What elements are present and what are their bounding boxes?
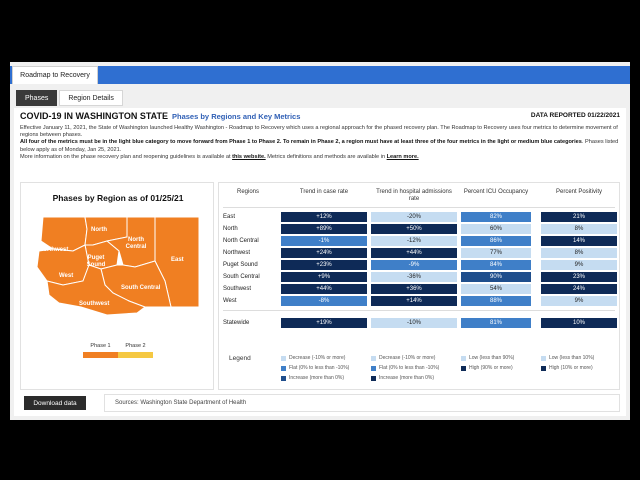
legend-positivity-high: High (10% or more)	[541, 365, 593, 371]
table-cell: -8%	[281, 296, 367, 306]
table-cell: 84%	[461, 260, 531, 270]
phase-2-swatch	[118, 352, 153, 358]
table-cell: +44%	[281, 284, 367, 294]
table-cell: 77%	[461, 248, 531, 258]
row-label: Puget Sound	[223, 261, 258, 268]
col-header-positivity: Percent Positivity	[555, 189, 603, 195]
description-line3-pre: More information on the phase recovery plan and reopening guidelines is available at	[20, 153, 233, 160]
col-header-case-rate: Trend in case rate	[299, 189, 349, 195]
legend-hosp-flat: Flat (0% to less than -10%)	[371, 365, 439, 371]
data-reported-date: DATA REPORTED 01/22/2021	[530, 112, 620, 119]
table-cell: +36%	[371, 284, 457, 294]
table-cell: 81%	[461, 318, 531, 328]
col-header-regions: Regions	[236, 189, 259, 195]
table-cell: +12%	[281, 212, 367, 222]
metrics-panel	[218, 182, 620, 390]
map-label-puget-sound: Puget Sound	[86, 255, 106, 268]
description-after-bold: . Phases listed below apply as of Monday, Jan 25, 2021.	[20, 139, 619, 153]
subtab-region-details[interactable]: Region Details	[59, 90, 123, 106]
top-tab-bar	[10, 66, 630, 84]
tab-roadmap-to-recovery[interactable]: Roadmap to Recovery	[12, 66, 98, 84]
dashboard-frame	[10, 62, 630, 420]
col-header-hospital-rate: Trend in hospital admissions rate	[376, 189, 452, 202]
page-title: COVID-19 IN WASHINGTON STATE	[20, 111, 169, 121]
map-label-north-central: North Central	[125, 237, 147, 250]
table-cell: 54%	[461, 284, 531, 294]
row-label: Southwest	[223, 285, 252, 292]
table-cell: -20%	[371, 212, 457, 222]
row-label: North	[223, 225, 238, 232]
download-data-button[interactable]: Download data	[24, 396, 86, 410]
washington-region-map[interactable]	[33, 211, 203, 321]
table-cell: 60%	[461, 224, 531, 234]
header-divider	[223, 207, 615, 208]
col-header-icu: Percent ICU Occupancy	[463, 189, 529, 195]
legend-case-increase: Increase (more than 0%)	[281, 375, 344, 381]
table-cell: 14%	[541, 236, 617, 246]
map-region-northwest	[41, 217, 87, 251]
map-label-northwest: Northwest	[39, 247, 69, 253]
description-bold: All four of the metrics must be in the light blue category to move forward from Phase 1 to Phase 2. To remain in Phase 2, a region must have at least three of the four metrics in the light or medium blue categories	[20, 139, 582, 146]
row-label: Northwest	[223, 249, 251, 256]
website-link[interactable]: this website.	[232, 153, 266, 160]
table-cell: 8%	[541, 248, 617, 258]
row-label: South Central	[223, 273, 260, 280]
legend-title: Legend	[229, 355, 251, 362]
table-cell: +24%	[281, 248, 367, 258]
table-cell: +14%	[371, 296, 457, 306]
table-cell: -12%	[371, 236, 457, 246]
legend-positivity-low: Low (less than 10%)	[541, 355, 594, 361]
table-cell: 90%	[461, 272, 531, 282]
phase-legend	[83, 343, 153, 358]
legend-icu-high: High (90% or more)	[461, 365, 513, 371]
table-cell: 8%	[541, 224, 617, 234]
main-content	[14, 108, 626, 416]
table-cell: 82%	[461, 212, 531, 222]
row-label: West	[223, 297, 237, 304]
page-subtitle: Phases by Regions and Key Metrics	[172, 112, 301, 121]
description-line3-mid: Metrics definitions and methods are available in	[265, 153, 387, 160]
description-text	[20, 125, 620, 161]
phase-1-swatch	[83, 352, 118, 358]
table-cell: 24%	[541, 284, 617, 294]
sources-text: Sources: Washington State Department of Health	[104, 394, 620, 412]
table-cell: 21%	[541, 212, 617, 222]
title-row	[20, 111, 620, 123]
legend-icu-low: Low (less than 90%)	[461, 355, 514, 361]
map-panel	[20, 182, 214, 390]
table-cell: +19%	[281, 318, 367, 328]
table-cell: -9%	[371, 260, 457, 270]
legend-hosp-increase: Increase (more than 0%)	[371, 375, 434, 381]
map-label-southwest: Southwest	[79, 301, 110, 307]
table-cell: 86%	[461, 236, 531, 246]
table-cell: -10%	[371, 318, 457, 328]
table-cell: 10%	[541, 318, 617, 328]
table-cell: +89%	[281, 224, 367, 234]
legend-hosp-decrease: Decrease (-10% or more)	[371, 355, 435, 361]
table-cell: +23%	[281, 260, 367, 270]
phase-1-label: Phase 1	[90, 343, 111, 349]
table-cell: -36%	[371, 272, 457, 282]
table-cell: -1%	[281, 236, 367, 246]
legend-case-flat: Flat (0% to less than -10%)	[281, 365, 349, 371]
map-label-south-central: South Central	[121, 285, 161, 291]
row-label: North Central	[223, 237, 259, 244]
map-label-north: North	[91, 227, 107, 233]
table-cell: 9%	[541, 296, 617, 306]
statewide-divider	[223, 310, 615, 311]
description-line1: Effective January 11, 2021, the State of Washington launched Healthy Washington - Roadmap to Recovery which uses a regional approach for the phased recovery plan. The Roadmap to Recovery uses four metrics to determine movement of regions between phases.	[20, 125, 618, 139]
legend-case-decrease: Decrease (-10% or more)	[281, 355, 345, 361]
table-cell: 9%	[541, 260, 617, 270]
phase-2-label: Phase 2	[125, 343, 146, 349]
row-label: Statewide	[223, 319, 250, 326]
table-cell: +44%	[371, 248, 457, 258]
table-cell: +9%	[281, 272, 367, 282]
map-label-west: West	[59, 273, 74, 279]
table-cell: 88%	[461, 296, 531, 306]
row-label: East	[223, 213, 236, 220]
map-label-east: East	[171, 257, 184, 263]
table-cell: 23%	[541, 272, 617, 282]
subtab-phases[interactable]: Phases	[16, 90, 57, 106]
table-cell: +50%	[371, 224, 457, 234]
map-title: Phases by Region as of 01/25/21	[52, 193, 184, 203]
learn-more-link[interactable]: Learn more.	[386, 153, 419, 160]
subtab-bar	[16, 90, 123, 106]
